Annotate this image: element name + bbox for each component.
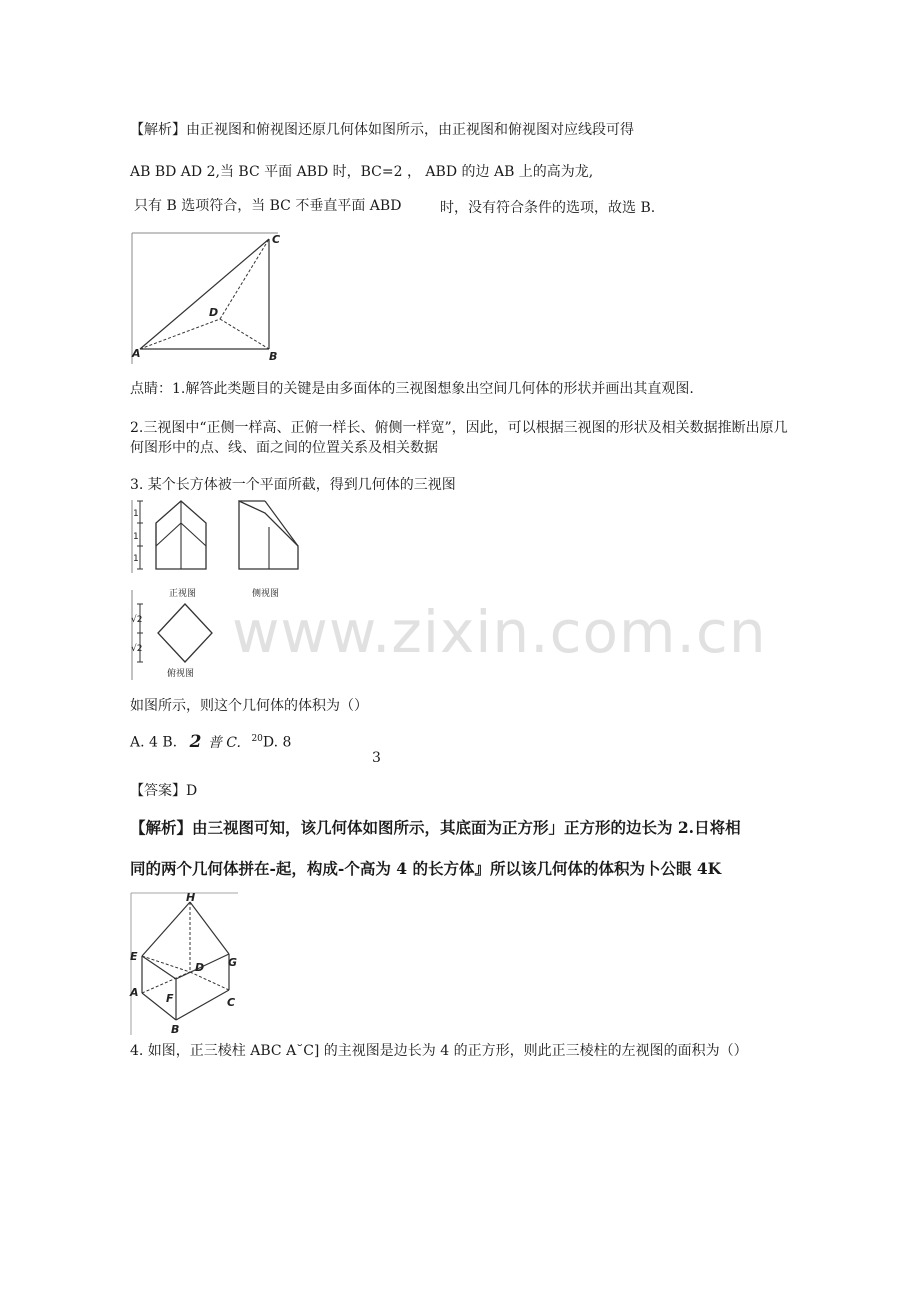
dim-sqrt2-a: √2 <box>131 615 143 625</box>
edge-ed <box>142 956 190 972</box>
label-e: E <box>130 950 138 963</box>
edge-dc <box>190 972 229 990</box>
tip-line-2: 2.三视图中“正侧一样高、正俯一样长、俯侧一样宽”，因此，可以根据三视图的形状及相关数据推断出原几 <box>130 420 788 436</box>
dim-sqrt2-b: √2 <box>131 644 143 654</box>
label-c: C <box>227 996 236 1009</box>
edge-bc <box>176 990 229 1020</box>
question-4: 4. 如图，正三棱柱 ABC A˘C] 的主视图是边长为 4 的正方形，则此正三棱柱的左视图的面积为（） <box>130 1043 748 1059</box>
label-f: F <box>166 992 174 1005</box>
edge-ef-top <box>142 956 176 979</box>
three-views-figure <box>128 498 303 683</box>
analysis-line-2: AB BD AD 2,当 BC 平面 ABD 时，BC=2 ， ABD 的边 AB 上的高为龙, <box>130 164 594 180</box>
tetrahedron-figure <box>128 229 293 364</box>
edge-ac <box>140 239 269 349</box>
edge-dc <box>220 239 269 319</box>
edge-hg <box>190 902 229 954</box>
top-caption: 俯视图 <box>167 669 195 679</box>
label-c: C <box>272 233 281 246</box>
choice-a-b: A. 4 B. <box>130 734 178 751</box>
dim-1c: 1 <box>133 554 139 564</box>
analysis-line-1: 【解析】由正视图和俯视图还原几何体如图所示，由正视图和俯视图对应线段可得 <box>130 122 634 138</box>
analysis-line-3b: 时，没有符合条件的选项，故选 B. <box>440 200 656 216</box>
dim-1a: 1 <box>133 509 139 519</box>
solid-figure <box>128 890 243 1035</box>
choices-line <box>130 730 291 752</box>
edge-db <box>220 319 269 349</box>
label-a: A <box>132 347 141 360</box>
label-a: A <box>130 986 139 999</box>
side-caption: 侧视图 <box>252 589 280 599</box>
choice-c-value: 20 <box>251 734 263 744</box>
top-view-diamond <box>158 604 212 662</box>
label-h: H <box>186 891 196 904</box>
dim-1b: 1 <box>133 532 139 542</box>
choice-b-rest: 普 C. <box>207 734 241 751</box>
question-3-ask: 如图所示，则这个几何体的体积为（） <box>130 698 368 714</box>
label-d: D <box>195 961 205 974</box>
choice-b-value: 2 <box>189 731 202 752</box>
tip-line-1: 点睛：1.解答此类题目的关键是由多面体的三视图想象出空间几何体的形状并画出其直观图. <box>130 381 694 397</box>
analysis-2-line-2: 同的两个几何体拼在-起，构成-个高为 4 的长方体』所以该几何体的体积为卜公眼 4K <box>130 859 722 878</box>
label-d: D <box>209 306 219 319</box>
edge-he <box>142 902 190 956</box>
answer-line: 【答案】D <box>130 783 198 799</box>
choice-c-denominator: 3 <box>372 750 381 766</box>
tip-line-3: 何图形中的点、线、面之间的位置关系及相关数据 <box>130 440 438 456</box>
label-b: B <box>269 350 278 363</box>
analysis-2-line-1: 【解析】由三视图可知，该几何体如图所示，其底面为正方形」正方形的边长为 2.日将相 <box>130 818 741 837</box>
watermark-text: www.zixin.com.cn <box>232 598 767 666</box>
analysis-line-3a: 只有 B 选项符合，当 BC 不垂直平面 ABD <box>134 198 402 214</box>
side-view-slant <box>265 501 298 546</box>
front-caption: 正视图 <box>169 589 197 599</box>
label-b: B <box>171 1023 180 1035</box>
label-g: G <box>228 956 238 969</box>
choice-d: D. 8 <box>262 734 292 751</box>
edge-ad <box>140 319 220 349</box>
question-3: 3. 某个长方体被一个平面所截，得到几何体的三视图 <box>130 477 456 493</box>
